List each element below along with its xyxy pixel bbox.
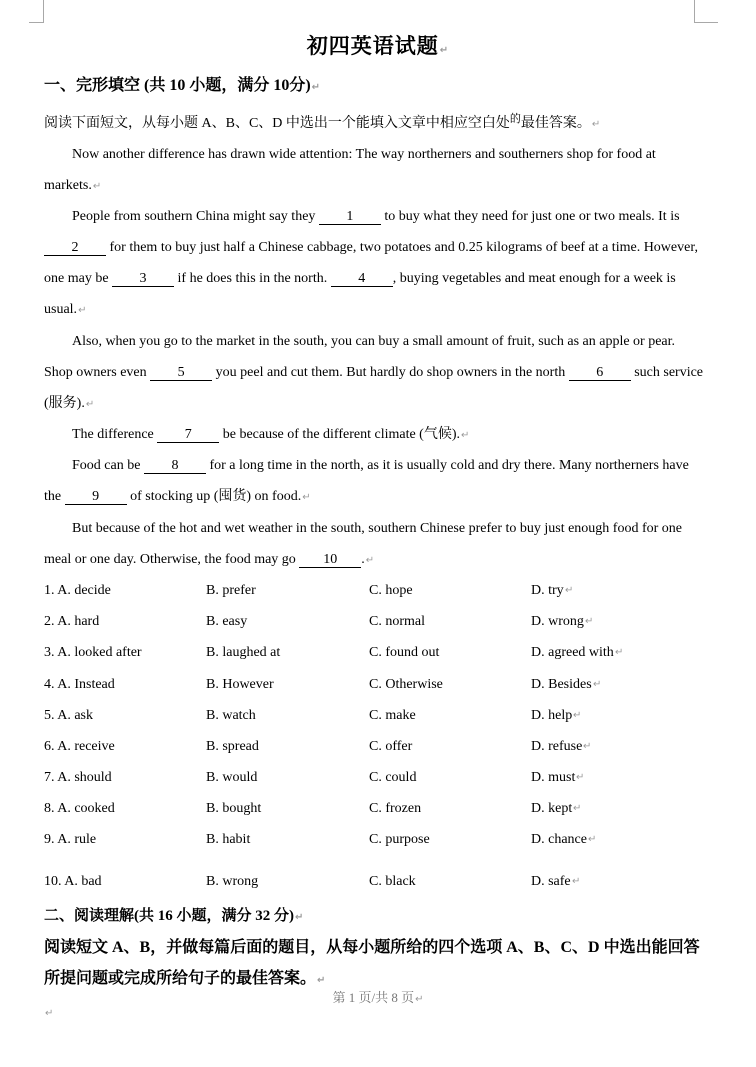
option-b[interactable]: B. laughed at: [206, 645, 281, 660]
section1-heading: [44, 72, 320, 95]
option-d[interactable]: D. must: [531, 770, 576, 785]
section1-heading-text: 一、完形填空 (共 10 小题，满分 10分): [44, 77, 311, 94]
paragraph-mark-icon: ↵: [302, 492, 311, 503]
paragraph-text: People from southern China might say they: [72, 209, 316, 224]
paragraph-mark-icon: ↵: [365, 555, 375, 566]
paragraph-text: Now another difference has drawn wide attention: The way northerners and southerners shop for food at markets.: [44, 147, 656, 193]
paragraph-text: Food can be: [72, 458, 141, 473]
paragraph-text: if he does this in the north.: [177, 271, 328, 286]
title-text: 初四英语试题: [306, 34, 439, 58]
option-b[interactable]: B. wrong: [206, 874, 259, 889]
paragraph-text: you peel and cut them. But hardly do shop owners in the north: [215, 365, 566, 380]
option-c[interactable]: C. could: [369, 770, 417, 785]
paragraph-text: , buying vegetables and meat enough for a week is usual.: [44, 271, 676, 317]
page-corner-mark-right: [694, 0, 718, 23]
paragraph-text: for them to buy just half a Chinese cabbage, two potatoes and 0.25 kilograms of beef at a time. However, one may be: [44, 240, 698, 286]
instruction-text: 阅读下面短文，从每小题 A、B、C、D 中选出一个能填入文章中相应空白处: [44, 116, 510, 131]
paragraph-text: to buy what they need for just one or two meals. It is: [384, 209, 680, 224]
section1-instruction: [44, 110, 600, 132]
passage-paragraph-1: [44, 139, 704, 202]
option-a[interactable]: 4. A. Instead: [44, 677, 115, 692]
paragraph-text: .: [361, 552, 365, 567]
option-d[interactable]: D. try: [531, 583, 564, 598]
paragraph-mark-icon: ↵: [573, 803, 582, 814]
question-options-row: [44, 614, 704, 634]
option-b[interactable]: B. habit: [206, 832, 251, 847]
paragraph-mark-icon: ↵: [576, 772, 585, 783]
paragraph-mark-icon: ↵: [585, 616, 594, 627]
paragraph-text: such service (服务).: [44, 365, 704, 411]
option-b[interactable]: B. bought: [206, 801, 262, 816]
option-d[interactable]: D. agreed with: [531, 645, 614, 660]
blank-10[interactable]: 10: [299, 552, 361, 568]
page-footer: [0, 987, 756, 1006]
paragraph-mark-icon: ↵: [311, 82, 321, 93]
option-b[interactable]: B. However: [206, 677, 274, 692]
question-options-row: [44, 708, 704, 728]
blank-6[interactable]: 6: [569, 365, 631, 381]
option-d[interactable]: D. kept: [531, 801, 573, 816]
paragraph-text: be because of the different climate (气候).: [222, 427, 460, 442]
option-a[interactable]: 9. A. rule: [44, 832, 97, 847]
option-b[interactable]: B. watch: [206, 708, 256, 723]
option-d[interactable]: D. chance: [531, 832, 587, 847]
question-options-row: [44, 645, 704, 665]
paragraph-mark-icon: ↵: [565, 585, 574, 596]
end-paragraph: [44, 1003, 53, 1021]
paragraph-text: The difference: [72, 427, 154, 442]
paragraph-text: for a long time in the north, as it is usually cold and dry there. Many northerners have the: [44, 458, 689, 504]
option-a[interactable]: 3. A. looked after: [44, 645, 142, 660]
option-d[interactable]: D. Besides: [531, 677, 592, 692]
option-c[interactable]: C. offer: [369, 739, 413, 754]
option-c[interactable]: C. frozen: [369, 801, 422, 816]
option-a[interactable]: 6. A. receive: [44, 739, 115, 754]
section2-heading-text: 二、阅读理解(共 16 小题，满分 32 分): [44, 908, 294, 924]
paragraph-mark-icon: ↵: [461, 430, 470, 441]
paragraph-mark-icon: ↵: [615, 647, 624, 658]
question-options-row: [44, 583, 704, 603]
passage-paragraph-3: [44, 326, 704, 420]
option-b[interactable]: B. prefer: [206, 583, 256, 598]
paragraph-mark-icon: ↵: [78, 305, 87, 316]
option-c[interactable]: C. found out: [369, 645, 440, 660]
option-c[interactable]: C. hope: [369, 583, 413, 598]
paragraph-text: of stocking up (囤货) on food.: [130, 489, 302, 504]
paragraph-mark-icon: ↵: [591, 119, 601, 130]
paragraph-text: But because of the hot and wet weather in the south, southern Chinese prefer to buy just enough food for one meal or one day. Otherwise, the food may go: [44, 521, 683, 567]
option-b[interactable]: B. easy: [206, 614, 248, 629]
paragraph-mark-icon: ↵: [415, 994, 424, 1005]
passage-paragraph-6: [44, 513, 704, 576]
passage-paragraph-2: [44, 201, 704, 326]
paragraph-mark-icon: ↵: [295, 912, 304, 923]
question-options-row: [44, 677, 704, 697]
option-a[interactable]: 2. A. hard: [44, 614, 100, 629]
instruction-sup: 的: [509, 113, 521, 125]
question-options-row: [44, 770, 704, 790]
option-d[interactable]: D. refuse: [531, 739, 583, 754]
paragraph-mark-icon: ↵: [45, 1008, 54, 1019]
paragraph-mark-icon: ↵: [573, 710, 582, 721]
paragraph-mark-icon: ↵: [85, 399, 95, 410]
blank-9[interactable]: 9: [65, 489, 127, 505]
section2-instruction-text: 阅读短文 A、B，并做每篇后面的题目，从每小题所给的四个选项 A、B、C、D 中选出能回答所提问题或完成所给句子的最佳答案。: [44, 939, 700, 987]
document-title: [0, 30, 756, 60]
paragraph-mark-icon: ↵: [572, 876, 581, 887]
blank-3[interactable]: 3: [112, 271, 174, 287]
paragraph-text: Also, when you go to the market in the south, you can buy a small amount of fruit, such as an apple or pear. Shop owners even: [44, 334, 676, 380]
blank-4[interactable]: 4: [331, 271, 393, 287]
paragraph-mark-icon: ↵: [588, 834, 597, 845]
option-d[interactable]: D. help: [531, 708, 573, 723]
question-options-row: [44, 832, 704, 852]
option-d[interactable]: D. wrong: [531, 614, 584, 629]
paragraph-mark-icon: ↵: [92, 181, 102, 192]
option-c[interactable]: C. Otherwise: [369, 677, 443, 692]
question-options-row: [44, 801, 704, 821]
paragraph-mark-icon: ↵: [439, 45, 450, 56]
section2-heading: [44, 904, 303, 925]
option-a[interactable]: 1. A. decide: [44, 583, 111, 598]
option-b[interactable]: B. would: [206, 770, 258, 785]
option-c[interactable]: C. purpose: [369, 832, 430, 847]
option-d[interactable]: D. safe: [531, 874, 571, 889]
option-c[interactable]: C. normal: [369, 614, 425, 629]
blank-1[interactable]: 1: [319, 209, 381, 225]
instruction-text-end: 最佳答案。: [520, 116, 591, 131]
passage-paragraph-4: [44, 419, 704, 451]
option-a[interactable]: 8. A. cooked: [44, 801, 115, 816]
option-b[interactable]: B. spread: [206, 739, 259, 754]
paragraph-mark-icon: ↵: [593, 679, 602, 690]
option-a[interactable]: 10. A. bad: [44, 874, 102, 889]
blank-8[interactable]: 8: [144, 458, 206, 474]
page-number-text: 第 1 页/共 8 页: [332, 990, 415, 1005]
blank-7[interactable]: 7: [157, 427, 219, 443]
page-corner-mark-left: [29, 0, 44, 23]
blank-2[interactable]: 2: [44, 240, 106, 256]
passage-paragraph-5: [44, 450, 704, 513]
option-a[interactable]: 7. A. should: [44, 770, 112, 785]
option-c[interactable]: C. black: [369, 874, 416, 889]
question-options-row: [44, 874, 704, 894]
paragraph-mark-icon: ↵: [583, 741, 592, 752]
paragraph-mark-icon: ↵: [317, 975, 326, 986]
option-c[interactable]: C. make: [369, 708, 416, 723]
blank-5[interactable]: 5: [150, 365, 212, 381]
question-options-row: [44, 739, 704, 759]
option-a[interactable]: 5. A. ask: [44, 708, 93, 723]
